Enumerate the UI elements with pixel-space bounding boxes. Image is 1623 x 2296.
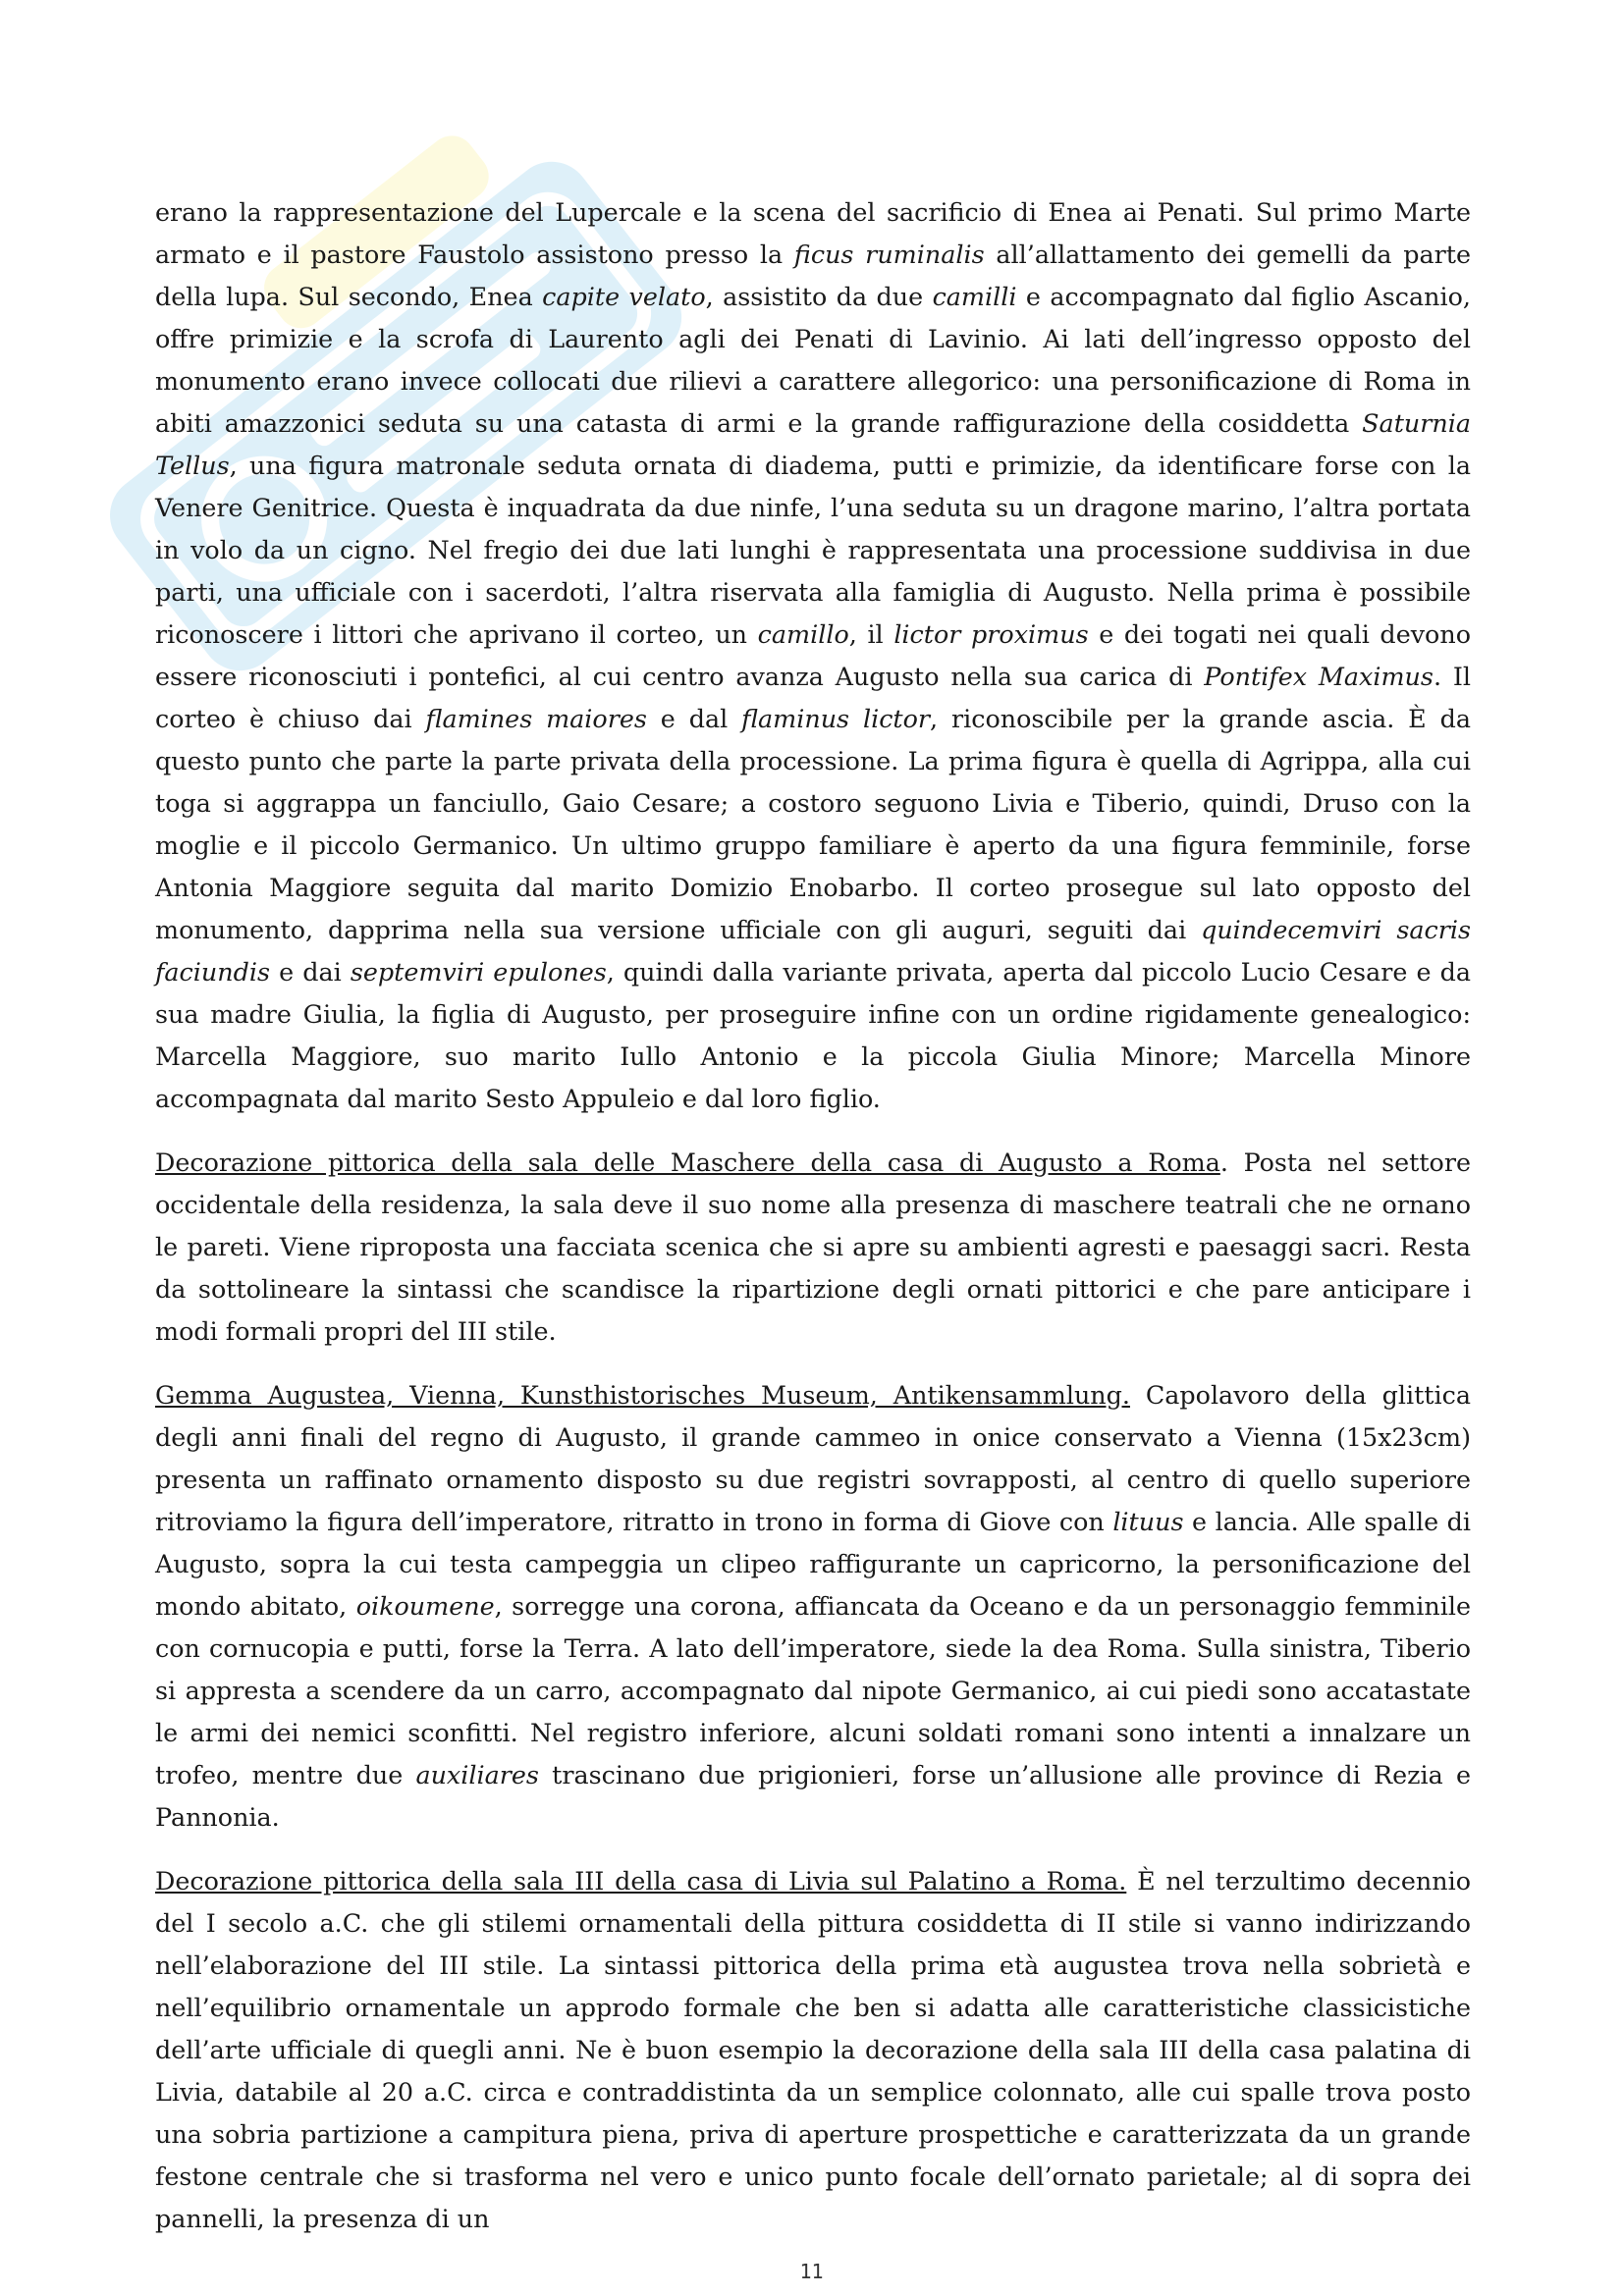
section-heading: Decorazione pittorica della sala III della casa di Livia sul Palatino a Roma. (155, 1866, 1127, 1896)
section-paragraph (155, 1860, 1471, 2240)
italic-term: flaminus lictor (741, 704, 931, 733)
italic-term: capite velato (542, 282, 706, 311)
italic-term: camilli (932, 282, 1017, 311)
text-run: , sorregge una corona, affiancata da Oceano e da un personaggio femminile con cornucopia e putti, forse la Terra. A lato dell’imperatore, siede la dea Roma. Sulla sinistra, Tiberio si appresta a scendere da un carro, accompagnato dal nipote Germanico, ai cui piedi sono accatastate le armi dei nemici sconfitti. Nel registro inferiore, alcuni soldati romani sono intenti a innalzare un trofeo, mentre due (155, 1591, 1471, 1789)
italic-term: quindecemviri sacris faciundis (155, 915, 1472, 987)
text-run: È nel terzultimo decennio del I secolo a.C. che gli stilemi ornamentali della pittura cosiddetta di II stile si vanno indirizzando nell’elaborazione del III stile. La sintassi pittorica della prima età augustea trova nella sobrietà e nell’equilibrio ornamentale un approdo formale che ben si adatta alle caratteristiche classicistiche dell’arte ufficiale di quegli anni. Ne è buon esempio la decorazione della sala III della casa palatina di Livia, databile al 20 a.C. circa e contraddistinta da un semplice colonnato, alle cui spalle trova posto una sobria partizione a campitura piena, priva di aperture prospettiche e caratterizzata da un grande festone centrale che si trasforma nel vero e unico punto focale dell’ornato parietale; al di sopra dei pannelli, la presenza di un (155, 1866, 1471, 2233)
italic-term: flamines maiores (425, 704, 647, 733)
text-run: e dei togati nei quali devono essere riconosciuti i pontefici, al cui centro avanza Augusto nella sua carica di (155, 619, 1471, 691)
text-run: , riconoscibile per la grande ascia. È da questo punto che parte la parte privata della processione. La prima figura è quella di Agrippa, alla cui toga si aggrappa un fanciullo, Gaio Cesare; a costoro seguono Livia e Tiberio, quindi, Druso con la moglie e il piccolo Germanico. Un ultimo gruppo familiare è aperto da una figura femminile, forse Antonia Maggiore seguita dal marito Domizio Enobarbo. Il corteo prosegue sul lato opposto del monumento, dapprima nella sua versione ufficiale con gli auguri, seguiti dai (155, 704, 1471, 944)
italic-term: camillo (757, 619, 849, 649)
text-run: , una figura matronale seduta ornata di diadema, putti e primizie, da identificare forse con la Venere Genitrice. Questa è inquadrata da due ninfe, l’una seduta su un dragone marino, l’altra portata in volo da un cigno. Nel fregio dei due lati lunghi è rappresentata una processione suddivisa in due parti, una ufficiale con i sacerdoti, l’altra riservata alla famiglia di Augusto. Nella prima è possibile riconoscere i littori che aprivano il corteo, un (155, 451, 1471, 649)
text-run: all’allattamento dei gemelli da parte della lupa. Sul secondo, Enea (155, 240, 1472, 311)
italic-term: septemviri epulones (350, 957, 607, 987)
section-paragraph (155, 1142, 1471, 1353)
text-run: , il (848, 619, 894, 649)
text-run: . Posta nel settore occidentale della residenza, la sala deve il suo nome alla presenza di maschere teatrali che ne ornano le pareti. Viene riproposta una facciata scenica che si apre su ambienti agresti e paesaggi sacri. Resta da sottolineare la sintassi che scandisce la ripartizione degli ornati pittorici e che pare anticipare i modi formali propri del III stile. (155, 1148, 1471, 1346)
body-paragraph (155, 191, 1471, 1120)
italic-term: Pontifex Maximus (1204, 662, 1434, 691)
italic-term: oikoumene (355, 1591, 495, 1621)
text-run: e lancia. Alle spalle di Augusto, sopra la cui testa campeggia un clipeo raffigurante un capricorno, la personificazione del mondo abitato, (155, 1507, 1471, 1621)
section-heading: Decorazione pittorica della sala delle Maschere della casa di Augusto a Roma (155, 1148, 1220, 1177)
page-number: 11 (799, 2260, 824, 2283)
text-run: erano la rappresentazione del Lupercale e la scena del sacrificio di Enea ai Penati. Sul primo Marte armato e il pastore Faustolo assistono presso la (155, 197, 1471, 269)
italic-term: lictor proximus (893, 619, 1089, 649)
text-run: trascinano due prigionieri, forse un’allusione alle province di Rezia e Pannonia. (155, 1760, 1471, 1832)
text-run: e accompagnato dal figlio Ascanio, offre primizie e la scrofa di Laurento agli dei Penati di Lavinio. Ai lati dell’ingresso opposto del monumento erano invece collocati due rilievi a carattere allegorico: una personificazione di Roma in abiti amazzonici seduta su una catasta di armi e la grande raffigurazione della cosiddetta (155, 282, 1471, 438)
italic-term: Saturnia Tellus (155, 408, 1471, 480)
italic-term: ficus ruminalis (793, 240, 985, 269)
text-run: . Il corteo è chiuso dai (155, 662, 1471, 733)
text-run: e dai (270, 957, 351, 987)
italic-term: auxiliares (415, 1760, 539, 1789)
section-heading: Gemma Augustea, Vienna, Kunsthistorisches Museum, Antikensammlung. (155, 1380, 1130, 1410)
text-run: , assistito da due (705, 282, 933, 311)
text-run: Capolavoro della glittica degli anni finali del regno di Augusto, il grande cammeo in onice conservato a Vienna (15x23cm) presenta un raffinato ornamento disposto su due registri sovrapposti, al centro di quello superiore ritroviamo la figura dell’imperatore, ritratto in trono in forma di Giove con (155, 1380, 1471, 1536)
text-run: e dal (646, 704, 742, 733)
document-body (155, 191, 1471, 2262)
italic-term: lituus (1112, 1507, 1184, 1536)
section-paragraph (155, 1374, 1471, 1839)
text-run: , quindi dalla variante privata, aperta dal piccolo Lucio Cesare e da sua madre Giulia, la figlia di Augusto, per proseguire infine con un ordine rigidamente genealogico: Marcella Maggiore, suo marito Iullo Antonio e la piccola Giulia Minore; Marcella Minore accompagnata dal marito Sesto Appuleio e dal loro figlio. (155, 957, 1471, 1113)
